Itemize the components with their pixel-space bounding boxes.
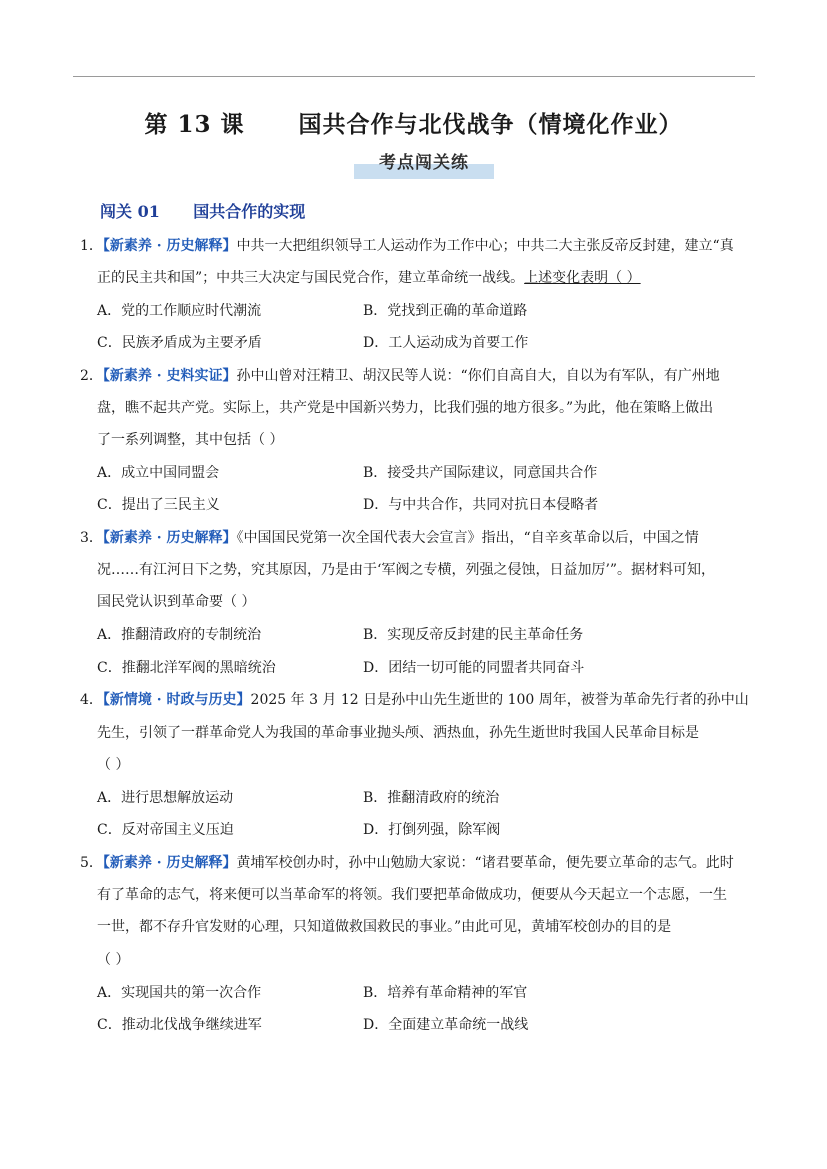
question-5-line-4: （ ） [97, 952, 130, 968]
question-number: 4． [80, 692, 103, 708]
question-1-option-b: B．党找到正确的革命道路 [363, 303, 528, 319]
question-4-line-3: （ ） [97, 757, 130, 773]
question-1-line-1 [80, 236, 760, 256]
question-tag: 【新素养 · 历史解释】 [102, 530, 237, 546]
question-text: 《中国国民党第一次全国代表大会宣言》指出，“自辛亥革命以后，中国之情 [236, 530, 699, 546]
question-1-line-2 [97, 268, 777, 288]
question-2-option-a: A．成立中国同盟会 [97, 465, 220, 481]
question-tag: 【新素养 · 历史解释】 [102, 238, 237, 254]
section-heading: 闯关 01 国共合作的实现 [100, 202, 306, 221]
question-text: 中共一大把组织领导工人运动作为工作中心；中共二大主张反帝反封建，建立“真 [236, 238, 734, 254]
page-title: 第 13 课 国共合作与北伐战争（情境化作业） [144, 111, 683, 138]
question-3-option-d: D．团结一切可能的同盟者共同奋斗 [363, 660, 585, 676]
question-text: 正的民主共和国”；中共三大决定与国民党合作，建立革命统一战线。 [97, 270, 525, 286]
question-5-option-a: A．实现国共的第一次合作 [97, 985, 262, 1001]
question-4-option-d: D．打倒列强，除军阀 [363, 822, 501, 838]
question-2-line-2: 盘，瞧不起共产党。实际上，共产党是中国新兴势力，比我们强的地方很多。”为此，他在策略上做出 [97, 400, 714, 416]
question-3-option-c: C．推翻北洋军阀的黑暗统治 [97, 660, 276, 676]
question-3-option-b: B．实现反帝反封建的民主革命任务 [363, 627, 584, 643]
question-3-line-2: 况……有江河日下之势，究其原因，乃是由于‘军阀之专横，列强之侵蚀，日益加厉’”。据材料可知， [97, 562, 716, 578]
question-3-option-a: A．推翻清政府的专制统治 [97, 627, 262, 643]
question-4-option-a: A．进行思想解放运动 [97, 790, 234, 806]
question-5-line-1 [80, 853, 760, 873]
question-4-option-c: C．反对帝国主义压迫 [97, 822, 234, 838]
question-2-option-c: C．提出了三民主义 [97, 497, 220, 513]
question-text: 2025 年 3 月 12 日是孙中山先生逝世的 100 周年，被誉为革命先行者的孙中山 [250, 692, 749, 708]
question-2-option-d: D．与中共合作，共同对抗日本侵略者 [363, 497, 599, 513]
question-1-option-c: C．民族矛盾成为主要矛盾 [97, 335, 262, 351]
question-text: 上述变化表明（ ） [524, 270, 641, 286]
question-4-line-1 [80, 690, 760, 710]
question-2-line-3: 了一系列调整，其中包括（ ） [97, 432, 284, 448]
question-text: 孙中山曾对汪精卫、胡汉民等人说：“你们自高自大，自以为有军队，有广州地 [236, 368, 720, 384]
question-1-option-d: D．工人运动成为首要工作 [363, 335, 529, 351]
question-3-line-1 [80, 528, 760, 548]
question-3-line-3: 国民党认识到革命要（ ） [97, 594, 256, 610]
question-5-line-3: 一世，都不存升官发财的心理，只知道做救国救民的事业。”由此可见，黄埔军校创办的目的是 [97, 919, 672, 935]
question-4-option-b: B．推翻清政府的统治 [363, 790, 500, 806]
banner-label: 考点闯关练 [379, 153, 469, 173]
question-number: 2． [80, 368, 103, 384]
section-banner [354, 148, 494, 180]
question-5-line-2: 有了革命的志气，将来便可以当革命军的将领。我们要把革命做成功，便要从今天起立一个志愿，一生 [97, 887, 727, 903]
question-1-option-a: A．党的工作顺应时代潮流 [97, 303, 262, 319]
question-text: 黄埔军校创办时，孙中山勉励大家说：“诸君要革命，便先要立革命的志气。此时 [236, 855, 734, 871]
header-rule [73, 76, 755, 77]
question-tag: 【新素养 · 历史解释】 [102, 855, 237, 871]
question-number: 5． [80, 855, 103, 871]
question-2-line-1 [80, 366, 760, 386]
question-4-line-2: 先生，引领了一群革命党人为我国的革命事业抛头颅、洒热血，孙先生逝世时我国人民革命目标是 [97, 725, 699, 741]
question-5-option-d: D．全面建立革命统一战线 [363, 1017, 529, 1033]
question-2-option-b: B．接受共产国际建议，同意国共合作 [363, 465, 598, 481]
question-5-option-b: B．培养有革命精神的军官 [363, 985, 528, 1001]
question-5-option-c: C．推动北伐战争继续进军 [97, 1017, 262, 1033]
question-number: 3． [80, 530, 103, 546]
question-number: 1． [80, 238, 103, 254]
question-tag: 【新情境 · 时政与历史】 [102, 692, 251, 708]
question-tag: 【新素养 · 史料实证】 [102, 368, 237, 384]
